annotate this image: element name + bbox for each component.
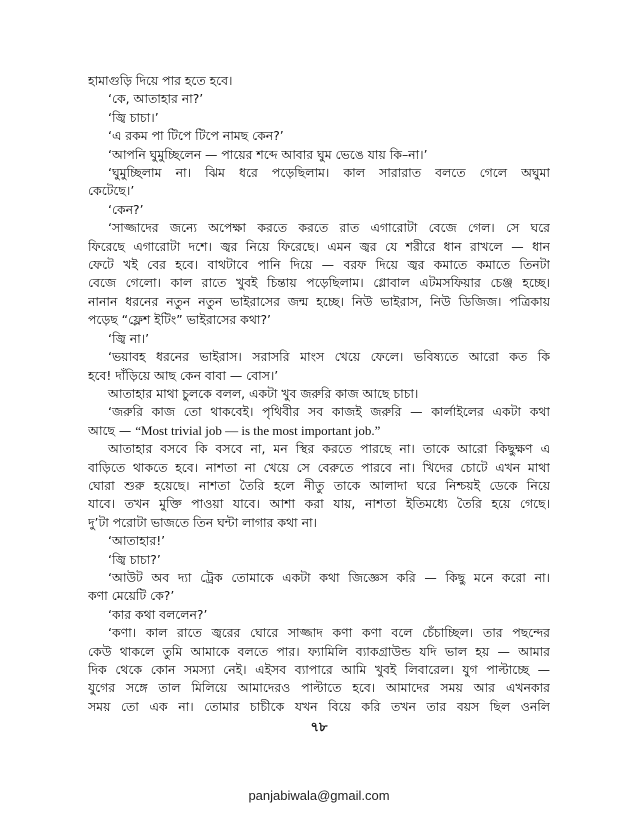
text-line bbox=[88, 624, 550, 642]
text-line bbox=[88, 256, 550, 274]
text-line bbox=[88, 661, 550, 679]
text-line-bengali: ‘সাজ্জাদের জন্যে অপেক্ষা করতে করতে রাত এগারোটা বেজে গেল। সে ঘরে bbox=[108, 220, 550, 236]
text-line bbox=[88, 643, 550, 661]
text-line-bengali: ‘জ্বি চাচা।’ bbox=[108, 109, 159, 125]
text-line-bengali: যাবে। তখন মুক্তি পাওয়া যাবে। আশা করা যায়, নাশতা ইতিমধ্যে তৈরি হয়ে গেছে। bbox=[88, 496, 550, 512]
text-line bbox=[88, 164, 550, 182]
text-line bbox=[88, 385, 550, 403]
text-line-bengali: ‘আপনি ঘুমুচ্ছিলেন — পায়ের শব্দে আবার ঘুম ভেঙে যায় কি–না।’ bbox=[108, 146, 428, 162]
text-line-bengali: সময় তো এক না। তোমার চাচীকে যখন বিয়ে করি তখন তার বয়স ছিল ওনলি bbox=[88, 698, 550, 714]
text-line-bengali: ‘কার কথা বললেন?’ bbox=[108, 606, 208, 622]
text-line-bengali: ‘ভয়াবহ ধরনের ভাইরাস। সরাসরি মাংস খেয়ে ফেলে। ভবিষ্যতে আরো কত কি bbox=[108, 349, 550, 365]
footer-email: panjabiwala@gmail.com bbox=[248, 788, 390, 803]
text-line-bengali: যুগের সঙ্গে তাল মিলিয়ে আমাদেরও পাল্টাতে হবে। আমাদের সময় আর এখনকার bbox=[88, 680, 550, 696]
text-line bbox=[88, 477, 550, 495]
text-line bbox=[88, 551, 550, 569]
text-line bbox=[88, 422, 550, 440]
text-line bbox=[88, 440, 550, 458]
text-line-bengali: আতাহার মাথা চুলকে বলল, একটা খুব জরুরি কাজ আছে চাচা। bbox=[108, 385, 419, 401]
text-line-bengali: ফিরেছে এগারোটা দশে। জ্বর নিয়ে ফিরেছে। এমন জ্বর যে শরীরে ধান রাখলে — ধান bbox=[88, 238, 550, 254]
text-line-bengali: ‘ঘুমুচ্ছিলাম না। ঝিম ধরে পড়েছিলাম। কাল সারারাত বলতে গেলে অঘুমা bbox=[108, 165, 550, 181]
text-line bbox=[88, 146, 550, 164]
page-body-text bbox=[88, 72, 550, 716]
text-line bbox=[88, 72, 550, 90]
text-line bbox=[88, 219, 550, 237]
text-line-bengali: ‘কেন?’ bbox=[108, 201, 144, 217]
text-line-bengali: দিক থেকে কোন সমস্যা নেই। এইসব ব্যাপারে আমি খুবই লিবারেল। যুগ পাল্টাচ্ছে — bbox=[88, 662, 550, 677]
text-line bbox=[88, 459, 550, 477]
text-line bbox=[88, 587, 550, 605]
text-line-bengali: হবে! দাঁড়িয়ে আছ কেন বাবা — বোস।’ bbox=[88, 367, 279, 383]
english-quote: “Most trivial job — is the most important job.” bbox=[135, 422, 381, 438]
text-line bbox=[88, 367, 550, 385]
text-line bbox=[88, 127, 550, 145]
text-line-bengali: নানান ধরনের নতুন নতুন ভাইরাসের জন্ম হচ্ছে। নিউ ভাইরাস, নিউ ডিজিজ। পত্রিকায় bbox=[88, 293, 550, 309]
text-line bbox=[88, 293, 550, 311]
text-line bbox=[88, 348, 550, 366]
text-line-bengali: হামাগুড়ি দিয়ে পার হতে হবে। bbox=[88, 73, 233, 88]
text-line bbox=[88, 698, 550, 716]
text-line-bengali: কণা মেয়েটি কে?’ bbox=[88, 588, 175, 604]
text-line bbox=[88, 201, 550, 219]
text-line bbox=[88, 403, 550, 421]
text-line-bengali: ‘আউট অব দ্যা ট্রেক তোমাকে একটা কথা জিজ্ঞেস করি — কিছু মনে করো না। bbox=[108, 569, 550, 585]
text-line-bengali: ‘আতাহার!’ bbox=[108, 533, 166, 549]
text-line bbox=[88, 311, 550, 329]
text-line bbox=[88, 90, 550, 108]
text-line-bengali: ‘জ্বি চাচা?’ bbox=[108, 551, 161, 567]
text-line-bengali: আছে — bbox=[88, 422, 136, 438]
text-line-bengali: ‘জরুরি কাজ তো থাকবেই। পৃথিবীর সব কাজই জরুরি — কার্লাইলের একটা কথা bbox=[108, 404, 550, 420]
text-line bbox=[88, 679, 550, 697]
text-line bbox=[88, 330, 550, 348]
text-line-bengali: ‘এ রকম পা টিপে টিপে নামছ কেন?’ bbox=[108, 128, 284, 144]
text-line-bengali: ‘জ্বি না।’ bbox=[108, 330, 150, 346]
text-line bbox=[88, 514, 550, 532]
text-line-bengali: ফেটে খই বের হবে। বাথটাবে পানি দিয়ে — বরফ দিয়ে জ্বর কমাতে কমাতে তিনটা bbox=[88, 257, 550, 273]
text-line-bengali: পড়েছ “ফ্লেশ ইটিং” ভাইরাসের কথা?’ bbox=[88, 312, 271, 328]
text-line-bengali: দু’টা পরোটা ভাজতে তিন ঘন্টা লাগার কথা না। bbox=[88, 514, 317, 530]
text-line bbox=[88, 274, 550, 292]
text-line bbox=[88, 532, 550, 550]
text-line-bengali: বেজে গেলো। কাল রাতে খুবই চিন্তায় পড়েছিলাম। গ্লোবাল এটমসফিয়ার চেঞ্জ হচ্ছে। bbox=[88, 275, 550, 291]
text-line-bengali: আতাহার বসবে কি বসবে না, মন স্থির করতে পারছে না। তাকে আরো কিছুক্ষণ এ bbox=[108, 441, 550, 457]
text-line-bengali: কেটেছে।’ bbox=[88, 183, 135, 199]
text-line-bengali: ঘোরা শুরু হয়েছে। নাশতা তৈরি হলে নীতু তাকে আলাদা ঘরে নিশ্চয়ই ডেকে নিয়ে bbox=[88, 477, 550, 493]
text-line bbox=[88, 182, 550, 200]
text-line bbox=[88, 495, 550, 513]
text-line bbox=[88, 569, 550, 587]
text-line bbox=[88, 238, 550, 256]
text-line bbox=[88, 109, 550, 127]
text-line-bengali: কেউ থাকলে তুমি আমাকে বলতে পার। ফ্যামিলি ব্যাকগ্রাউন্ড যদি ভাল হয় — আমার bbox=[88, 643, 550, 659]
text-line bbox=[88, 606, 550, 624]
page-number: ৭৮ bbox=[310, 720, 328, 735]
text-line-bengali: ‘কে, আতাহার না?’ bbox=[108, 91, 204, 107]
text-line-bengali: ‘কণা। কাল রাতে জ্বরের ঘোরে সাজ্জাদ কণা কণা বলে চেঁচাচ্ছিল। তার পছন্দের bbox=[108, 625, 550, 641]
text-line-bengali: বাড়িতে থাকতে হবে। নাশতা না খেয়ে সে বেরুতে পারবে না। খিদের চোটে এখন মাথা bbox=[88, 459, 550, 475]
